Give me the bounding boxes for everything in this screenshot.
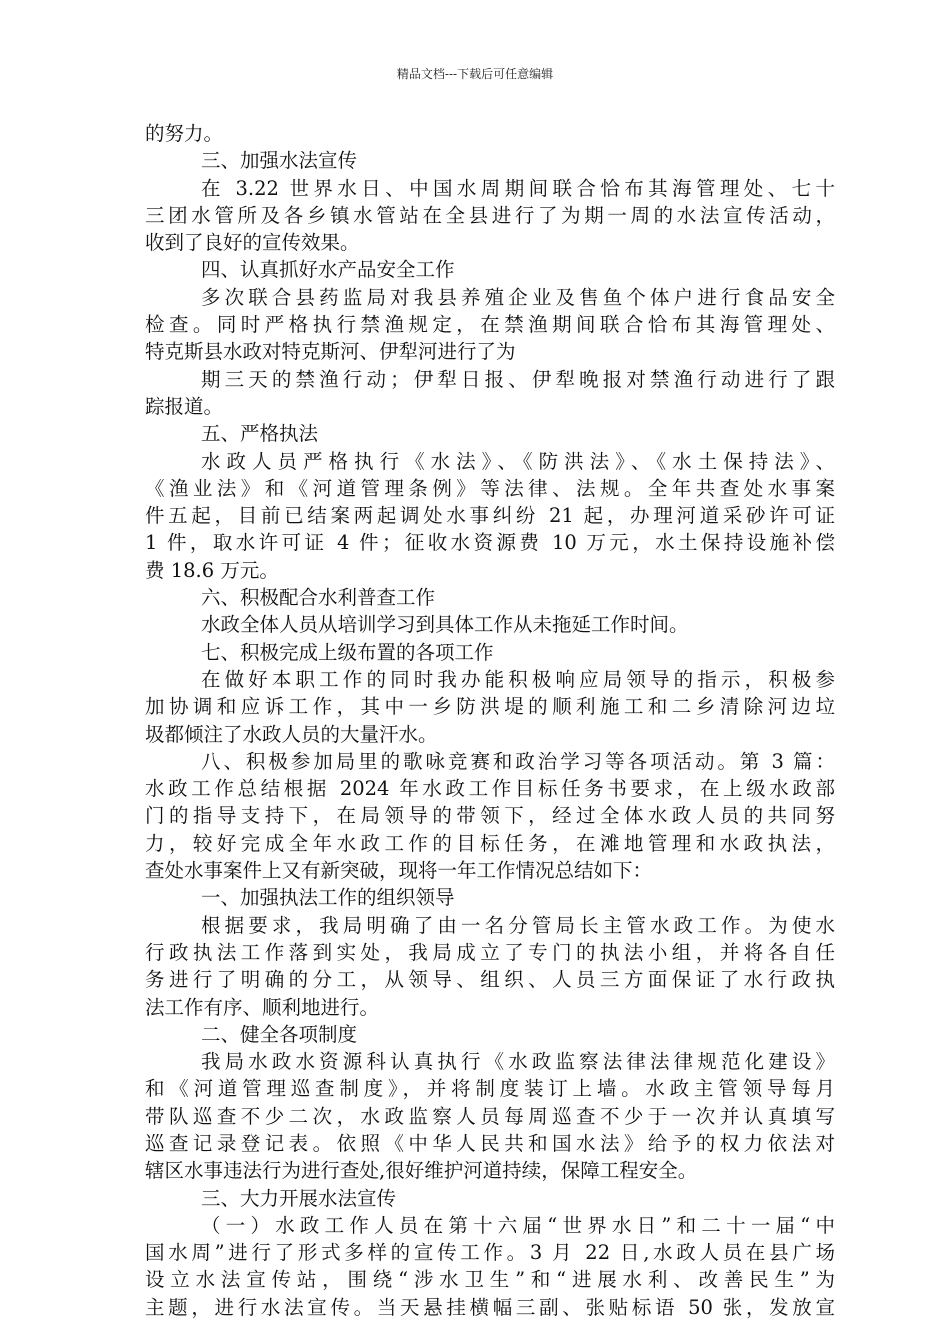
text-line: 行政执法工作落到实处，我局成立了专门的执法小组，并将各自任 (145, 940, 835, 964)
text-line: 踪报道。 (145, 394, 224, 418)
section-heading-line: 四、认真抓好水产品安全工作 (201, 258, 455, 282)
text-line: 特克斯县水政对特克斯河、伊犁河进行了为 (145, 340, 516, 364)
section-heading-line: 五、严格执法 (201, 422, 319, 446)
text-line: 我局水政水资源科认真执行《水政监察法律法律规范化建设》 (201, 1050, 835, 1074)
section-heading-line: 三、大力开展水法宣传 (201, 1186, 397, 1210)
text-line: 三团水管所及各乡镇水管站在全县进行了为期一周的水法宣传活动， (145, 203, 835, 227)
text-line: 加协调和应诉工作，其中一乡防洪堤的顺利施工和二乡清除河边垃 (145, 695, 835, 719)
text-line: 力，较好完成全年水政工作的目标任务，在滩地管理和水政执法， (145, 831, 835, 855)
text-line: 费 18.6 万元。 (145, 558, 279, 582)
text-line: （一）水政工作人员在第十六届“世界水日”和二十一届“中 (201, 1213, 835, 1237)
text-line: 检查。同时严格执行禁渔规定，在禁渔期间联合恰布其海管理处、 (145, 313, 835, 337)
section-heading-line: 三、加强水法宣传 (201, 149, 358, 173)
section-heading-line: 七、积极完成上级布置的各项工作 (201, 640, 494, 664)
text-line: 设立水法宣传站，围绕“涉水卫生”和“进展水利、改善民生”为 (145, 1268, 835, 1292)
text-line: 巡查记录登记表。依照《中华人民共和国水法》给予的权力依法对 (145, 1131, 835, 1155)
section-heading-line: 八、积极参加局里的歌咏竞赛和政治学习等各项活动。第 3 篇： (201, 749, 835, 773)
text-line: 查处水事案件上又有新突破，现将一年工作情况总结如下： (145, 859, 653, 883)
text-line: 法工作有序、顺利地进行。 (145, 995, 380, 1019)
text-line: 务进行了明确的分工，从领导、组织、人员三方面保证了水行政执 (145, 968, 835, 992)
text-line: 根据要求，我局明确了由一名分管局长主管水政工作。为使水 (201, 913, 835, 937)
text-line: 的努力。 (145, 122, 224, 145)
text-line: 水政工作总结根据 2024 年水政工作目标任务书要求，在上级水政部 (145, 777, 835, 801)
text-line: 收到了良好的宣传效果。 (145, 231, 360, 255)
text-line: 国水周”进行了形式多样的宣传工作。3 月 22 日,水政人员在县广场 (145, 1241, 835, 1265)
section-heading-line: 一、加强执法工作的组织领导 (201, 886, 455, 910)
document-body (145, 120, 835, 1321)
text-line: 主题，进行水法宣传。当天悬挂横幅三副、张贴标语 50 张，发放宣 (145, 1295, 835, 1319)
text-line: 辖区水事违法行为进行查处,很好维护河道持续，保障工程安全。 (145, 1159, 698, 1183)
text-line: 件五起，目前已结案两起调处水事纠纷 21 起，办理河道采砂许可证 (145, 504, 835, 528)
section-heading-line: 六、积极配合水利普查工作 (201, 586, 436, 610)
text-line: 水政人员严格执行《水法》、《防洪法》、《水土保持法》、 (201, 449, 835, 473)
text-line: 圾都倾注了水政人员的大量汗水。 (145, 722, 438, 746)
text-line: 《渔业法》和《河道管理条例》等法律、法规。全年共查处水事案 (145, 476, 835, 500)
text-line: 水政全体人员从培训学习到具体工作从未拖延工作时间。 (201, 613, 689, 637)
section-heading-line: 二、健全各项制度 (201, 1022, 358, 1046)
text-line: 在做好本职工作的同时我办能积极响应局领导的指示，积极参 (201, 667, 835, 691)
text-line: 期三天的禁渔行动；伊犁日报、伊犁晚报对禁渔行动进行了跟 (201, 367, 835, 391)
text-line: 在 3.22 世界水日、中国水周期间联合恰布其海管理处、七十 (201, 176, 835, 200)
text-line: 1 件，取水许可证 4 件；征收水资源费 10 万元，水土保持设施补偿 (145, 531, 835, 555)
page-header: 精品文档---下载后可任意编辑 (396, 67, 554, 81)
text-line: 多次联合县药监局对我县养殖企业及售鱼个体户进行食品安全 (201, 285, 835, 309)
text-line: 和《河道管理巡查制度》，并将制度装订上墙。水政主管领导每月 (145, 1077, 835, 1101)
text-line: 带队巡查不少二次，水政监察人员每周巡查不少于一次并认真填写 (145, 1104, 835, 1128)
text-line: 门的指导支持下，在局领导的带领下，经过全体水政人员的共同努 (145, 804, 835, 828)
